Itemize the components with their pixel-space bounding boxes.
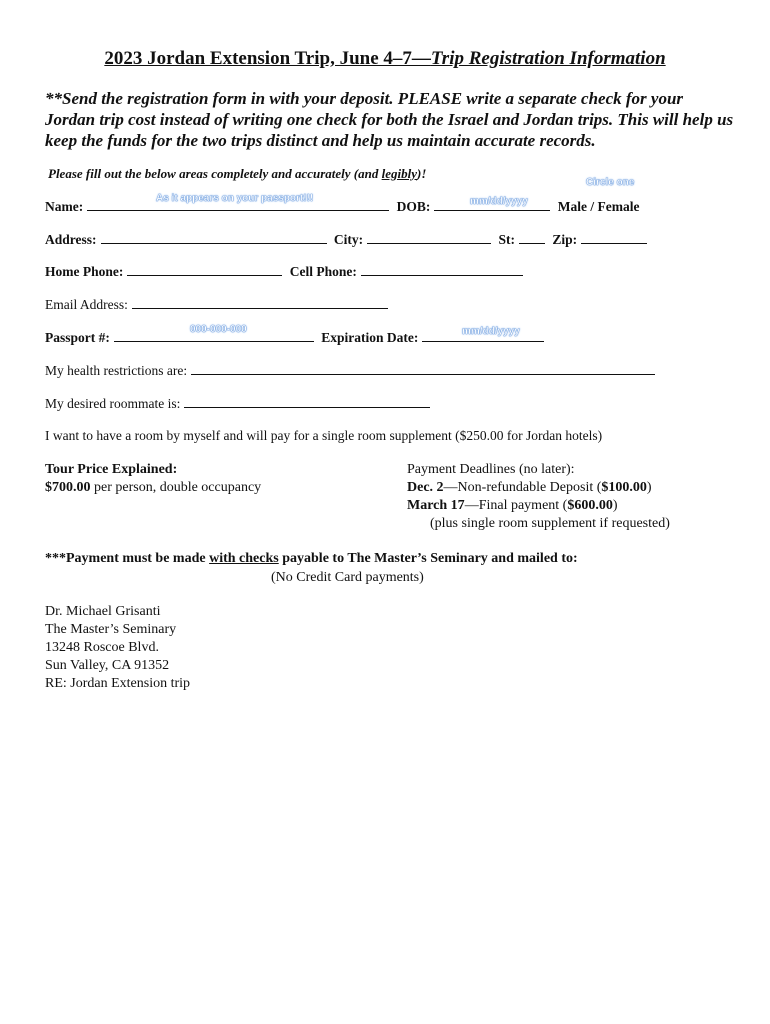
- gender-option[interactable]: Male / Female: [557, 199, 640, 214]
- deadline-final: [407, 497, 670, 515]
- roommate-row: [45, 396, 434, 412]
- final-amount: $600.00: [567, 498, 613, 513]
- state-field[interactable]: [519, 232, 545, 244]
- expiration-label: Expiration Date:: [321, 330, 419, 345]
- health-row: [45, 363, 659, 379]
- tour-price-block: [45, 461, 261, 497]
- tour-price-heading: Tour Price Explained:: [45, 462, 178, 477]
- phone-row: [45, 264, 527, 280]
- health-field[interactable]: [191, 363, 655, 375]
- expiration-field[interactable]: [422, 330, 544, 342]
- dob-hint: mm/dd/yyyy: [470, 196, 528, 207]
- single-room-statement: I want to have a room by myself and will pay for a single room supplement ($250.00 for Jordan hotels): [45, 428, 603, 443]
- deposit-date: Dec. 2: [407, 480, 444, 495]
- dob-label: DOB:: [396, 199, 431, 214]
- email-field[interactable]: [132, 297, 388, 309]
- name-label: Name:: [45, 199, 84, 214]
- address-label: Address:: [45, 232, 97, 247]
- address-field[interactable]: [101, 232, 327, 244]
- address-line: RE: Jordan Extension trip: [45, 676, 191, 691]
- address-line: Dr. Michael Grisanti: [45, 604, 161, 619]
- instructions-end: )!: [417, 166, 427, 181]
- email-label: Email Address:: [45, 297, 128, 312]
- payment-instructions: [45, 550, 578, 568]
- passport-field[interactable]: [114, 330, 314, 342]
- zip-label: Zip:: [552, 232, 578, 247]
- cell-phone-field[interactable]: [361, 264, 523, 276]
- no-credit-card-note: (No Credit Card payments): [271, 570, 424, 585]
- state-label: St:: [498, 232, 516, 247]
- zip-field[interactable]: [581, 232, 647, 244]
- passport-label: Passport #:: [45, 330, 110, 345]
- mailing-address: [45, 603, 190, 693]
- address-line: 13248 Roscoe Blvd.: [45, 640, 159, 655]
- payment-text-end: payable to The Master’s Seminary and mailed to:: [278, 551, 578, 566]
- deadline-deposit: [407, 479, 670, 497]
- name-row: [45, 199, 639, 215]
- dob-field[interactable]: [434, 199, 550, 211]
- deposit-amount: $100.00: [601, 480, 647, 495]
- home-phone-label: Home Phone:: [45, 264, 124, 279]
- tour-price-amount: $700.00: [45, 480, 91, 495]
- passport-hint: 000-000-000: [190, 324, 247, 335]
- gender-hint: Circle one: [586, 177, 635, 188]
- deadlines-heading: Payment Deadlines (no later):: [407, 462, 575, 477]
- payment-deadlines-block: [407, 461, 670, 533]
- home-phone-field[interactable]: [127, 264, 282, 276]
- roommate-field[interactable]: [184, 396, 430, 408]
- final-text: —Final payment (: [464, 498, 568, 513]
- intro-paragraph: **Send the registration form in with your deposit. PLEASE write a separate check for your Jordan trip cost instead of writing one check for both the Israel and Jordan trips. This will help us keep the funds for the two trips distinct and help us maintain accurate records.: [45, 89, 734, 150]
- title-italic-text: Trip Registration Information: [430, 48, 666, 69]
- fill-instructions: [48, 166, 426, 182]
- email-row: [45, 297, 392, 313]
- address-line: The Master’s Seminary: [45, 622, 177, 637]
- instructions-underlined: legibly: [381, 166, 418, 181]
- city-field[interactable]: [367, 232, 491, 244]
- passport-row: [45, 330, 548, 346]
- deposit-close: ): [646, 480, 652, 495]
- payment-text: ***Payment must be made: [45, 551, 210, 566]
- expiration-hint: mm/dd/yyyy: [462, 326, 520, 337]
- final-close: ): [612, 498, 618, 513]
- payment-underlined: with checks: [209, 551, 279, 566]
- instructions-text: Please fill out the below areas completely and accurately (and: [48, 166, 382, 181]
- health-label: My health restrictions are:: [45, 363, 188, 378]
- deposit-text: —Non-refundable Deposit (: [443, 480, 602, 495]
- final-date: March 17: [407, 498, 465, 513]
- address-line: Sun Valley, CA 91352: [45, 658, 170, 673]
- city-label: City:: [333, 232, 364, 247]
- page-title: [0, 48, 770, 70]
- name-hint: As it appears on your passport!!!: [156, 193, 314, 204]
- name-field[interactable]: [87, 199, 389, 211]
- title-text: 2023 Jordan Extension Trip, June 4–7—: [104, 48, 431, 69]
- cell-phone-label: Cell Phone:: [289, 264, 357, 279]
- tour-price-desc: per person, double occupancy: [90, 480, 262, 495]
- single-room-note: (plus single room supplement if requested): [430, 516, 670, 531]
- tour-price-line: [45, 479, 261, 497]
- address-row: [45, 232, 651, 248]
- roommate-label: My desired roommate is:: [45, 396, 181, 411]
